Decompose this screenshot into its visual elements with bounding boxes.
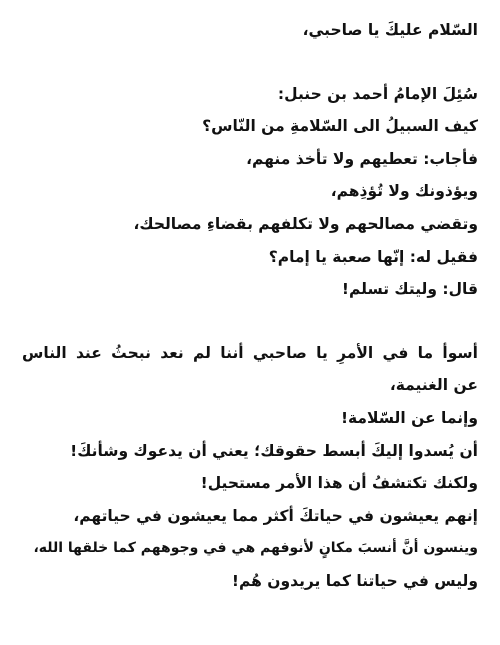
- text-line: فأجاب: تعطيهم ولا تأخذ منهم،: [246, 149, 478, 168]
- greeting-line: السّلام عليكَ يا صاحبي،: [302, 21, 478, 39]
- text-line: أن يُسدوا إليكَ أبسط حقوقك؛ يعني أن يدعوك وشأنكَ!: [70, 441, 478, 460]
- text-line: سُئِلَ الإمامُ أحمد بن حنبل:: [277, 84, 478, 103]
- paragraph-gap: [22, 306, 478, 337]
- text-line: أسوأ ما في الأمرِ يا صاحبي أننا لم نعد نبحثُ عند الناس: [22, 343, 478, 362]
- text-line: عن الغنيمة،: [389, 376, 478, 395]
- text-line: إنهم يعيشون في حياتكَ أكثر مما يعيشون في حياتهم،: [73, 506, 478, 525]
- text-line: فقيل له: إنّها صعبة يا إمام؟: [268, 247, 478, 266]
- text-line: كيف السبيلُ الى السّلامةِ من النّاس؟: [202, 117, 478, 136]
- text-line: وليس في حياتنا كما يريدون هُم!: [231, 571, 478, 590]
- text-line: وتقضي مصالحهم ولا تكلفهم بقضاءِ مصالحك،: [133, 214, 478, 233]
- text-line: قال: وليتك تسلم!: [341, 280, 478, 299]
- text-line: وإنما عن السّلامة!: [340, 408, 478, 427]
- text-line: وينسون أنَّ أنسبَ مكانٍ لأنوفهم هي في وجوههم كما خلقها الله،: [33, 540, 478, 557]
- paragraph-gap: [22, 47, 478, 78]
- text-line: ولكنك تكتشفُ أن هذا الأمر مستحيل!: [200, 474, 478, 493]
- text-line: ويؤذونك ولا تُؤذِهم،: [330, 182, 478, 201]
